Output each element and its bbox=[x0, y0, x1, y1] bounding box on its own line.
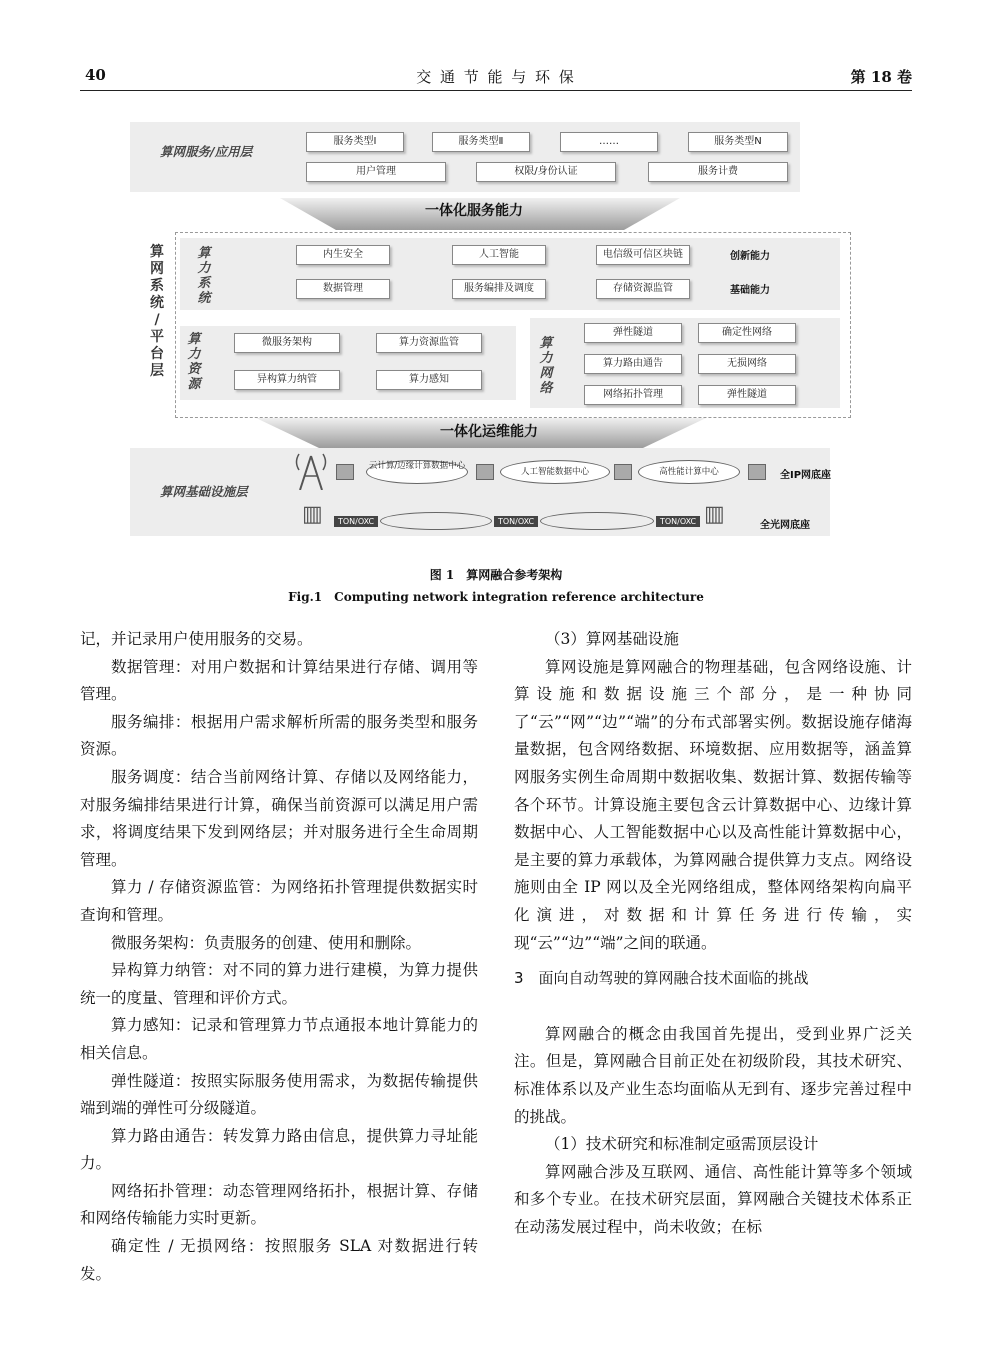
label-char: 算 bbox=[539, 336, 553, 351]
microservice-box: 微服务架构 bbox=[234, 333, 340, 353]
building-icon: ▥ bbox=[704, 502, 725, 527]
right-para: 算网融合涉及互联网、通信、高性能计算等多个领域和多个专业。在技术研究层面，算网融合关键技术体系正在动荡发展过程中，尚未收敛；在标 bbox=[514, 1162, 912, 1236]
service-type-ellipsis: …… bbox=[560, 132, 658, 152]
endogenous-security: 内生安全 bbox=[296, 245, 390, 265]
page-number: 40 bbox=[85, 66, 106, 84]
optical-link-1 bbox=[380, 512, 492, 530]
journal-title: 交 通 节 能 与 环 保 bbox=[416, 68, 576, 86]
figure-caption-cn: 图 1 算网融合参考架构 bbox=[429, 568, 563, 582]
left-para: 微服务架构：负责服务的创建、使用和删除。 bbox=[111, 933, 422, 952]
platform-char: / bbox=[154, 312, 160, 328]
compute-system-label bbox=[196, 246, 212, 306]
heterogeneous-box: 异构算力纳管 bbox=[234, 370, 340, 390]
label-char: 力 bbox=[197, 261, 211, 276]
left-para: 异构算力纳管：对不同的算力进行建模，为算力提供统一的度量、管理和评价方式。 bbox=[80, 961, 478, 1007]
label-char: 算 bbox=[197, 246, 211, 261]
ton-tag-2: TON/OXC bbox=[494, 516, 538, 527]
right-para: 算网设施是算网融合的物理基础，包含网络设施、计算设施和数据设施三个部分，是一种协同了“云”“网”“边”“端”的分布式部署实例。数据设施存储海量数据，包含网络数据、环境数据、应用数据等，涵盖算网服务实例生命周期中数据收集、数据计算、数据传输等各个环节。计算设施主要包含云计算数据中心、边缘计算数据中心、人工智能数据中心以及高性能计算数据中心，是主要的算力承载体，为算网融合提供算力支点。网络设施则由全 IP 网以及全光网络组成，整体网络架构向扁平化演进，对数据和计算任务进行传输，实现“云”“边”“端”之间的联通。 bbox=[514, 657, 912, 952]
figure-caption-en: Fig.1 Computing network integration reference architecture bbox=[288, 590, 704, 604]
platform-char: 统 bbox=[150, 295, 164, 311]
platform-char: 层 bbox=[150, 363, 164, 379]
left-para: 网络拓扑管理：动态管理网络拓扑，根据计算、存储和网络传输能力实时更新。 bbox=[80, 1181, 478, 1228]
elastic-tunnel-box: 弹性隧道 bbox=[584, 323, 682, 343]
auth-box: 权限/身份认证 bbox=[476, 162, 616, 182]
platform-char: 系 bbox=[150, 278, 164, 294]
ip-base-tag: 全IP网底座 bbox=[780, 470, 832, 481]
service-type-n: 服务类型N bbox=[688, 132, 788, 152]
topology-box: 网络拓扑管理 bbox=[584, 385, 682, 405]
deterministic-network-box: 确定性网络 bbox=[698, 323, 796, 343]
left-para: 数据管理：对用户数据和计算结果进行存储、调用等管理。 bbox=[80, 657, 478, 704]
orchestration-box: 服务编排及调度 bbox=[452, 279, 546, 299]
platform-layer-label bbox=[148, 244, 166, 380]
subsection-heading: （1）技术研究和标准制定亟需顶层设计 bbox=[545, 1135, 819, 1154]
blockchain-box: 电信级可信区块链 bbox=[596, 245, 690, 265]
user-management: 用户管理 bbox=[306, 162, 446, 182]
label-char: 算 bbox=[187, 332, 201, 347]
label-char: 力 bbox=[187, 347, 201, 362]
building-icon: ▥ bbox=[302, 502, 323, 527]
label-char: 统 bbox=[197, 291, 211, 306]
billing-box: 服务计费 bbox=[648, 162, 788, 182]
ton-tag-3: TON/OXC bbox=[656, 516, 700, 527]
service-type-2: 服务类型Ⅱ bbox=[432, 132, 530, 152]
label-char: 络 bbox=[539, 381, 553, 396]
left-para: 记，并记录用户使用服务的交易。 bbox=[80, 630, 313, 648]
innovation-tag: 创新能力 bbox=[730, 251, 770, 262]
perception-box: 算力感知 bbox=[376, 370, 482, 390]
label-char: 源 bbox=[187, 377, 201, 392]
left-para: 算力路由通告：转发算力路由信息，提供算力寻址能力。 bbox=[80, 1126, 478, 1173]
ton-tag-1: TON/OXC bbox=[334, 516, 378, 527]
label-char: 网 bbox=[539, 366, 553, 381]
architecture-figure bbox=[130, 112, 860, 542]
resource-monitor-box: 算力资源监管 bbox=[376, 333, 482, 353]
compute-network-label bbox=[538, 336, 554, 396]
left-para: 确定性 / 无损网络：按照服务 SLA 对数据进行转发。 bbox=[80, 1237, 478, 1283]
router-icon bbox=[476, 464, 494, 480]
routing-box: 算力路由通告 bbox=[584, 354, 682, 374]
ops-capability-label: 一体化运维能力 bbox=[440, 424, 538, 440]
left-para: 服务编排：根据用户需求解析所需的服务类型和服务资源。 bbox=[80, 712, 478, 759]
left-para: 算力 / 存储资源监管：为网络拓扑管理提供数据实时查询和管理。 bbox=[80, 878, 478, 924]
subsection-heading: （3）算网基础设施 bbox=[545, 630, 679, 648]
platform-char: 台 bbox=[150, 346, 164, 362]
volume: 第 18 卷 bbox=[850, 68, 912, 86]
compute-resource-label bbox=[186, 332, 202, 392]
platform-char: 网 bbox=[150, 261, 164, 277]
optical-base-tag: 全光网底座 bbox=[760, 520, 810, 531]
left-para: 弹性隧道：按照实际服务使用需求，为数据传输提供端到端的弹性可分级隧道。 bbox=[80, 1071, 478, 1118]
lossless-box: 无损网络 bbox=[698, 354, 796, 374]
router-icon bbox=[614, 464, 632, 480]
optical-link-2 bbox=[540, 512, 654, 530]
right-column bbox=[514, 626, 912, 1241]
service-capability-label: 一体化服务能力 bbox=[425, 203, 523, 219]
label-char: 资 bbox=[187, 362, 201, 377]
platform-char: 算 bbox=[150, 244, 164, 260]
elastic-tunnel-box-2: 弹性隧道 bbox=[698, 385, 796, 405]
service-type-1: 服务类型Ⅰ bbox=[306, 132, 404, 152]
left-para: 服务调度：结合当前网络计算、存储以及网络能力，对服务编排结果进行计算，确保当前资源可以满足用户需求，将调度结果下发到网络层；并对服务进行全生命周期管理。 bbox=[80, 767, 478, 869]
label-char: 力 bbox=[539, 351, 553, 366]
ai-dc: 人工智能数据中心 bbox=[500, 460, 610, 484]
service-layer-label: 算网服务/应用层 bbox=[160, 144, 253, 159]
left-column bbox=[80, 626, 478, 1288]
header-rule bbox=[80, 90, 912, 91]
router-icon bbox=[748, 464, 766, 480]
ai-box: 人工智能 bbox=[452, 245, 546, 265]
platform-char: 平 bbox=[150, 329, 164, 345]
section-heading: 3 面向自动驾驶的算网融合技术面临的挑战 bbox=[514, 969, 809, 988]
label-char: 系 bbox=[197, 276, 211, 291]
data-management: 数据管理 bbox=[296, 279, 390, 299]
cloud-edge-dc: 云计算/边缘计算数据中心 bbox=[366, 460, 468, 484]
infra-label: 算网基础设施层 bbox=[160, 484, 248, 499]
storage-monitor-box: 存储资源监管 bbox=[596, 279, 690, 299]
left-para: 算力感知：记录和管理算力节点通报本地计算能力的相关信息。 bbox=[80, 1016, 478, 1062]
hpc-dc: 高性能计算中心 bbox=[638, 460, 740, 484]
antenna-tower-icon bbox=[294, 450, 328, 490]
basic-tag: 基础能力 bbox=[730, 285, 770, 296]
router-icon bbox=[336, 464, 354, 480]
right-para: 算网融合的概念由我国首先提出，受到业界广泛关注。但是，算网融合目前正处在初级阶段，其技术研究、标准体系以及产业生态均面临从无到有、逐步完善过程中的挑战。 bbox=[514, 1024, 912, 1126]
